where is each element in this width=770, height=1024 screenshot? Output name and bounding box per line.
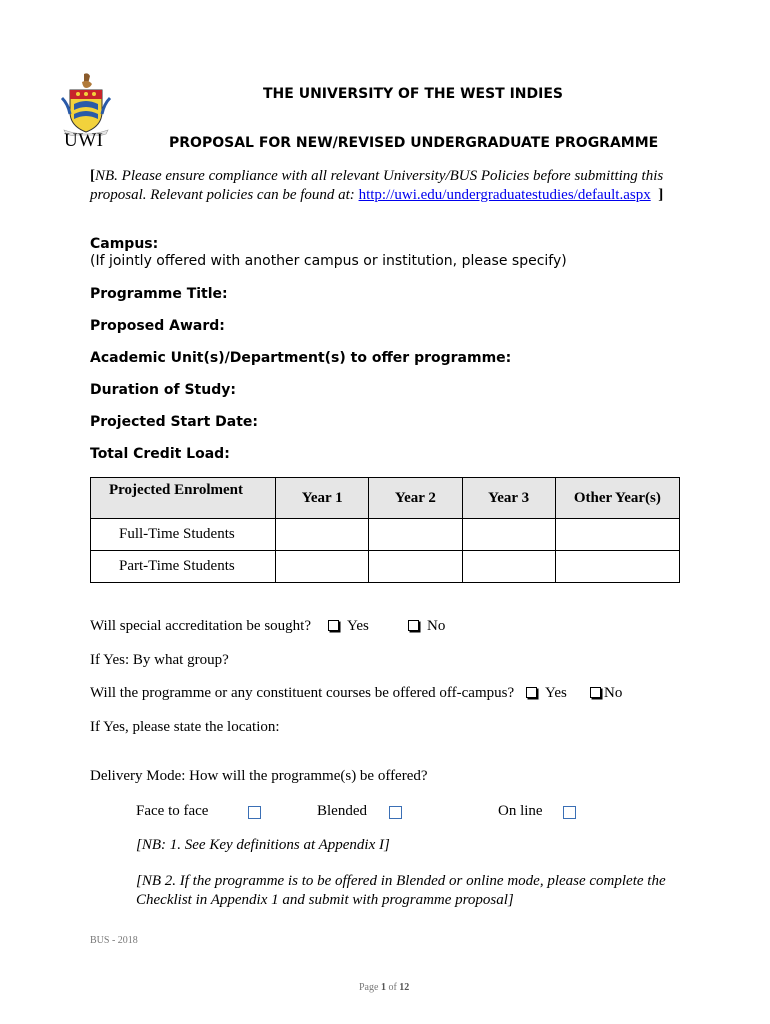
- blended-checkbox[interactable]: [389, 806, 402, 819]
- page-of: of: [385, 982, 400, 993]
- blended-label: Blended: [317, 803, 367, 819]
- face-to-face-label: Face to face: [136, 803, 209, 819]
- checkbox-icon[interactable]: [590, 687, 601, 698]
- footer-code: BUS - 2018: [90, 935, 138, 946]
- header-year-1: Year 1: [276, 478, 369, 519]
- face-to-face-checkbox[interactable]: [248, 806, 261, 819]
- start-date-label: Projected Start Date:: [90, 414, 259, 430]
- full-time-other-cell[interactable]: [555, 519, 679, 551]
- page-current: 1: [380, 982, 386, 993]
- accreditation-no-option[interactable]: [408, 618, 445, 635]
- delivery-note-1: [NB: 1. See Key definitions at Appendix I]: [136, 837, 390, 853]
- campus-label: Campus:: [90, 236, 159, 252]
- delivery-note-2-line2: Checklist in Appendix 1 and submit with programme proposal]: [136, 892, 514, 908]
- academic-unit-label: Academic Unit(s)/Department(s) to offer programme:: [90, 350, 512, 366]
- accreditation-question: Will special accreditation be sought?: [90, 618, 311, 634]
- header-year-3: Year 3: [462, 478, 555, 519]
- off-campus-yes-option[interactable]: [526, 685, 567, 702]
- online-label: On line: [498, 803, 543, 819]
- full-time-year-1-cell[interactable]: [276, 519, 369, 551]
- table-row: [91, 519, 680, 551]
- policy-note: [90, 168, 710, 185]
- proposal-title: PROPOSAL FOR NEW/REVISED UNDERGRADUATE PROGRAMME: [169, 135, 659, 151]
- credit-load-label: Total Credit Load:: [90, 446, 230, 462]
- programme-title-label: Programme Title:: [90, 286, 228, 302]
- page-prefix: Page: [359, 982, 381, 993]
- policy-link[interactable]: http://uwi.edu/undergraduatestudies/default.aspx: [358, 187, 651, 203]
- university-title: THE UNIVERSITY OF THE WEST INDIES: [263, 86, 563, 102]
- online-checkbox[interactable]: [563, 806, 576, 819]
- delivery-note-2-line1: [NB 2. If the programme is to be offered in Blended or online mode, please complete the: [136, 873, 666, 889]
- full-time-year-3-cell[interactable]: [462, 519, 555, 551]
- note-line2: proposal. Relevant policies can be found at:: [90, 187, 359, 203]
- checkbox-icon[interactable]: [526, 687, 537, 698]
- off-campus-no-label: No: [604, 685, 623, 701]
- enrolment-header-row: [91, 478, 680, 519]
- logo-wordmark: UWI: [64, 130, 104, 151]
- page-number: [359, 982, 409, 993]
- row-label-full-time: Full-Time Students: [91, 519, 276, 551]
- header-year-2: Year 2: [369, 478, 462, 519]
- header-other-years: Other Year(s): [555, 478, 679, 519]
- policy-note-line2: [90, 187, 710, 204]
- header-projected-enrolment: Projected Enrolment: [91, 478, 276, 519]
- table-row: [91, 551, 680, 583]
- enrolment-table: [90, 477, 680, 583]
- delivery-question: Delivery Mode: How will the programme(s) be offered?: [90, 768, 428, 784]
- off-campus-question: Will the programme or any constituent courses be offered off-campus?: [90, 685, 515, 701]
- off-campus-yes-label: Yes: [545, 685, 567, 701]
- accreditation-yes-label: Yes: [347, 618, 369, 634]
- checkbox-icon[interactable]: [328, 620, 339, 631]
- accreditation-no-label: No: [427, 618, 446, 634]
- accreditation-followup: If Yes: By what group?: [90, 652, 229, 668]
- off-campus-no-option[interactable]: [590, 685, 622, 702]
- proposed-award-label: Proposed Award:: [90, 318, 225, 334]
- part-time-year-2-cell[interactable]: [369, 551, 462, 583]
- page-total: 12: [399, 982, 410, 993]
- part-time-year-1-cell[interactable]: [276, 551, 369, 583]
- row-label-part-time: Part-Time Students: [91, 551, 276, 583]
- note-close-bracket: ]: [658, 187, 664, 203]
- part-time-other-cell[interactable]: [555, 551, 679, 583]
- duration-label: Duration of Study:: [90, 382, 236, 398]
- off-campus-followup: If Yes, please state the location:: [90, 719, 280, 735]
- note-line1: NB. Please ensure compliance with all relevant University/BUS Policies before submitting this: [95, 168, 664, 184]
- note-open-bracket: [: [90, 168, 95, 184]
- accreditation-yes-option[interactable]: [328, 618, 369, 635]
- checkbox-icon[interactable]: [408, 620, 419, 631]
- part-time-year-3-cell[interactable]: [462, 551, 555, 583]
- campus-hint: (If jointly offered with another campus or institution, please specify): [90, 253, 567, 269]
- full-time-year-2-cell[interactable]: [369, 519, 462, 551]
